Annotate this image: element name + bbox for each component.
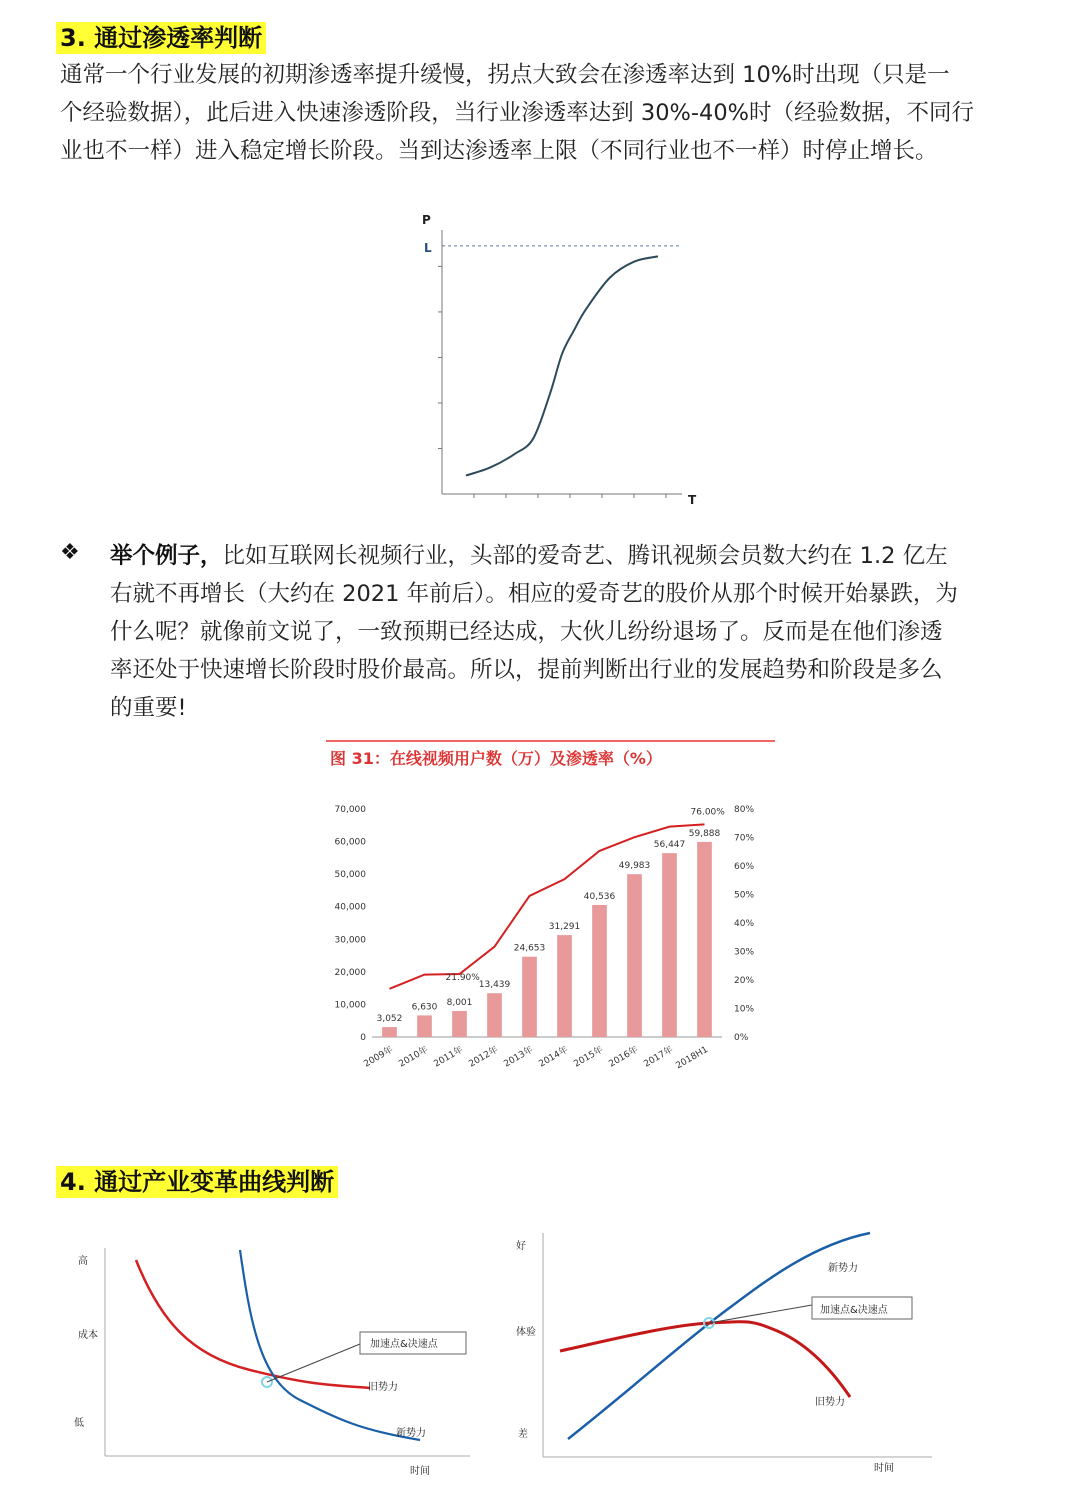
bar <box>487 993 502 1037</box>
exp-new-force-curve <box>568 1233 870 1439</box>
example-paragraph <box>110 537 1050 727</box>
section3-heading: 3. 通过渗透率判断 <box>56 22 266 54</box>
bar-data-label: 3,052 <box>376 1014 403 1025</box>
exp-pointer-line <box>709 1305 812 1323</box>
bar <box>382 1027 397 1037</box>
cost-new-force-label: 新势力 <box>396 1428 426 1439</box>
y2-tick-label: 80% <box>734 805 755 815</box>
bullet-icon: ❖ <box>60 540 80 565</box>
y-tick-label: 30,000 <box>334 935 366 946</box>
bar <box>592 905 607 1037</box>
exp-x-label: 时间 <box>874 1463 894 1474</box>
exp-y-bottom-label: 差 <box>518 1429 528 1440</box>
y2-tick-label: 70% <box>734 833 755 844</box>
bar <box>627 874 642 1037</box>
y2-tick-label: 60% <box>734 862 755 872</box>
x-tick-label: 2018H1 <box>674 1044 710 1072</box>
para-line: 率还处于快速增长阶段时股价最高。所以，提前判断出行业的发展趋势和阶段是多么 <box>110 657 943 683</box>
para-line <box>110 537 1050 575</box>
figure-title: 图 31：在线视频用户数（万）及渗透率（%） <box>330 749 662 768</box>
bar-data-label: 6,630 <box>411 1002 438 1013</box>
s-curve-limit-label: L <box>424 240 432 255</box>
y2-tick-label: 20% <box>734 976 755 986</box>
para-line: 的重要! <box>110 695 187 721</box>
x-tick-label: 2011年 <box>432 1044 465 1070</box>
y-tick-label: 0 <box>360 1033 366 1043</box>
line-label-last: 76.00% <box>690 807 725 818</box>
section3-paragraph <box>60 56 1050 170</box>
bar <box>417 1015 432 1037</box>
y-tick-label: 20,000 <box>334 967 366 978</box>
para-line: 什么呢？就像前文说了，一致预期已经达成，大伙儿纷纷退场了。反而是在他们渗透 <box>110 619 943 645</box>
line-label-first: 21.90% <box>445 973 480 984</box>
bar-data-label: 13,439 <box>478 980 511 991</box>
example-first-line: 比如互联网长视频行业，头部的爱奇艺、腾讯视频会员数大约在 1.2 亿左 <box>222 543 948 569</box>
x-tick-label: 2013年 <box>502 1044 535 1070</box>
y-tick-label: 10,000 <box>334 1000 366 1011</box>
x-tick-label: 2015年 <box>572 1044 605 1070</box>
y2-tick-label: 40% <box>734 919 755 929</box>
bar-data-label: 49,983 <box>618 861 651 872</box>
exp-old-force-curve <box>560 1322 850 1397</box>
cost-old-force-label: 旧势力 <box>368 1382 398 1393</box>
bar <box>697 842 712 1037</box>
s-curve-x-label: T <box>688 493 697 507</box>
x-tick-label: 2009年 <box>362 1044 395 1070</box>
y-tick-label: 70,000 <box>334 805 366 815</box>
bar-data-label: 40,536 <box>583 891 616 902</box>
bar-data-label: 24,653 <box>513 943 546 954</box>
y2-tick-label: 30% <box>734 947 755 958</box>
bar-data-label: 8,001 <box>446 997 473 1008</box>
bar <box>452 1011 467 1037</box>
exp-new-force-label: 新势力 <box>828 1263 858 1274</box>
cost-pointer-line <box>267 1344 360 1382</box>
x-tick-label: 2016年 <box>607 1044 640 1070</box>
exp-old-force-label: 旧势力 <box>815 1397 845 1408</box>
y2-tick-label: 50% <box>734 890 755 901</box>
bar-data-label: 31,291 <box>548 922 581 933</box>
x-tick-label: 2010年 <box>397 1044 430 1070</box>
y-tick-label: 60,000 <box>334 837 366 848</box>
cost-x-label: 时间 <box>410 1466 430 1477</box>
example-bold-lead: 举个例子， <box>110 543 223 569</box>
x-tick-label: 2014年 <box>537 1044 570 1070</box>
bar <box>557 935 572 1037</box>
cost-note-text: 加速点&决速点 <box>370 1339 438 1350</box>
bar-data-label: 59,888 <box>688 828 721 839</box>
y-tick-label: 50,000 <box>334 870 366 881</box>
exp-y-mid-label: 体验 <box>516 1327 536 1338</box>
bar-data-label: 56,447 <box>653 840 686 851</box>
para-line: 右就不再增长（大约在 2021 年前后）。相应的爱奇艺的股价从那个时候开始暴跌，为 <box>110 581 958 607</box>
bar <box>522 957 537 1037</box>
cost-y-bottom-label: 低 <box>74 1418 84 1429</box>
cost-y-mid-label: 成本 <box>78 1330 98 1341</box>
exp-note-text: 加速点&决速点 <box>820 1305 888 1316</box>
y-tick-label: 40,000 <box>334 902 366 913</box>
cost-curve-chart <box>60 1230 480 1480</box>
s-curve-chart <box>400 200 700 520</box>
bar <box>662 853 677 1037</box>
experience-curve-chart <box>510 1225 940 1480</box>
x-tick-label: 2012年 <box>467 1044 500 1070</box>
y2-tick-label: 10% <box>734 1004 755 1015</box>
s-curve-line <box>466 256 658 475</box>
cost-y-top-label: 高 <box>78 1256 88 1267</box>
para-line: 业也不一样）进入稳定增长阶段。当到达渗透率上限（不同行业也不一样）时停止增长。 <box>60 138 938 164</box>
para-line: 个经验数据），此后进入快速渗透阶段，当行业渗透率达到 30%-40%时（经验数据，不同行 <box>60 100 975 126</box>
section4-heading: 4. 通过产业变革曲线判断 <box>56 1166 338 1198</box>
para-line: 通常一个行业发展的初期渗透率提升缓慢，拐点大致会在渗透率达到 10%时出现（只是一 <box>60 62 950 88</box>
y2-tick-label: 0% <box>734 1033 749 1043</box>
x-tick-label: 2017年 <box>642 1044 675 1070</box>
s-curve-y-label: P <box>422 213 431 227</box>
exp-y-top-label: 好 <box>516 1241 526 1252</box>
online-video-chart <box>320 735 790 1080</box>
